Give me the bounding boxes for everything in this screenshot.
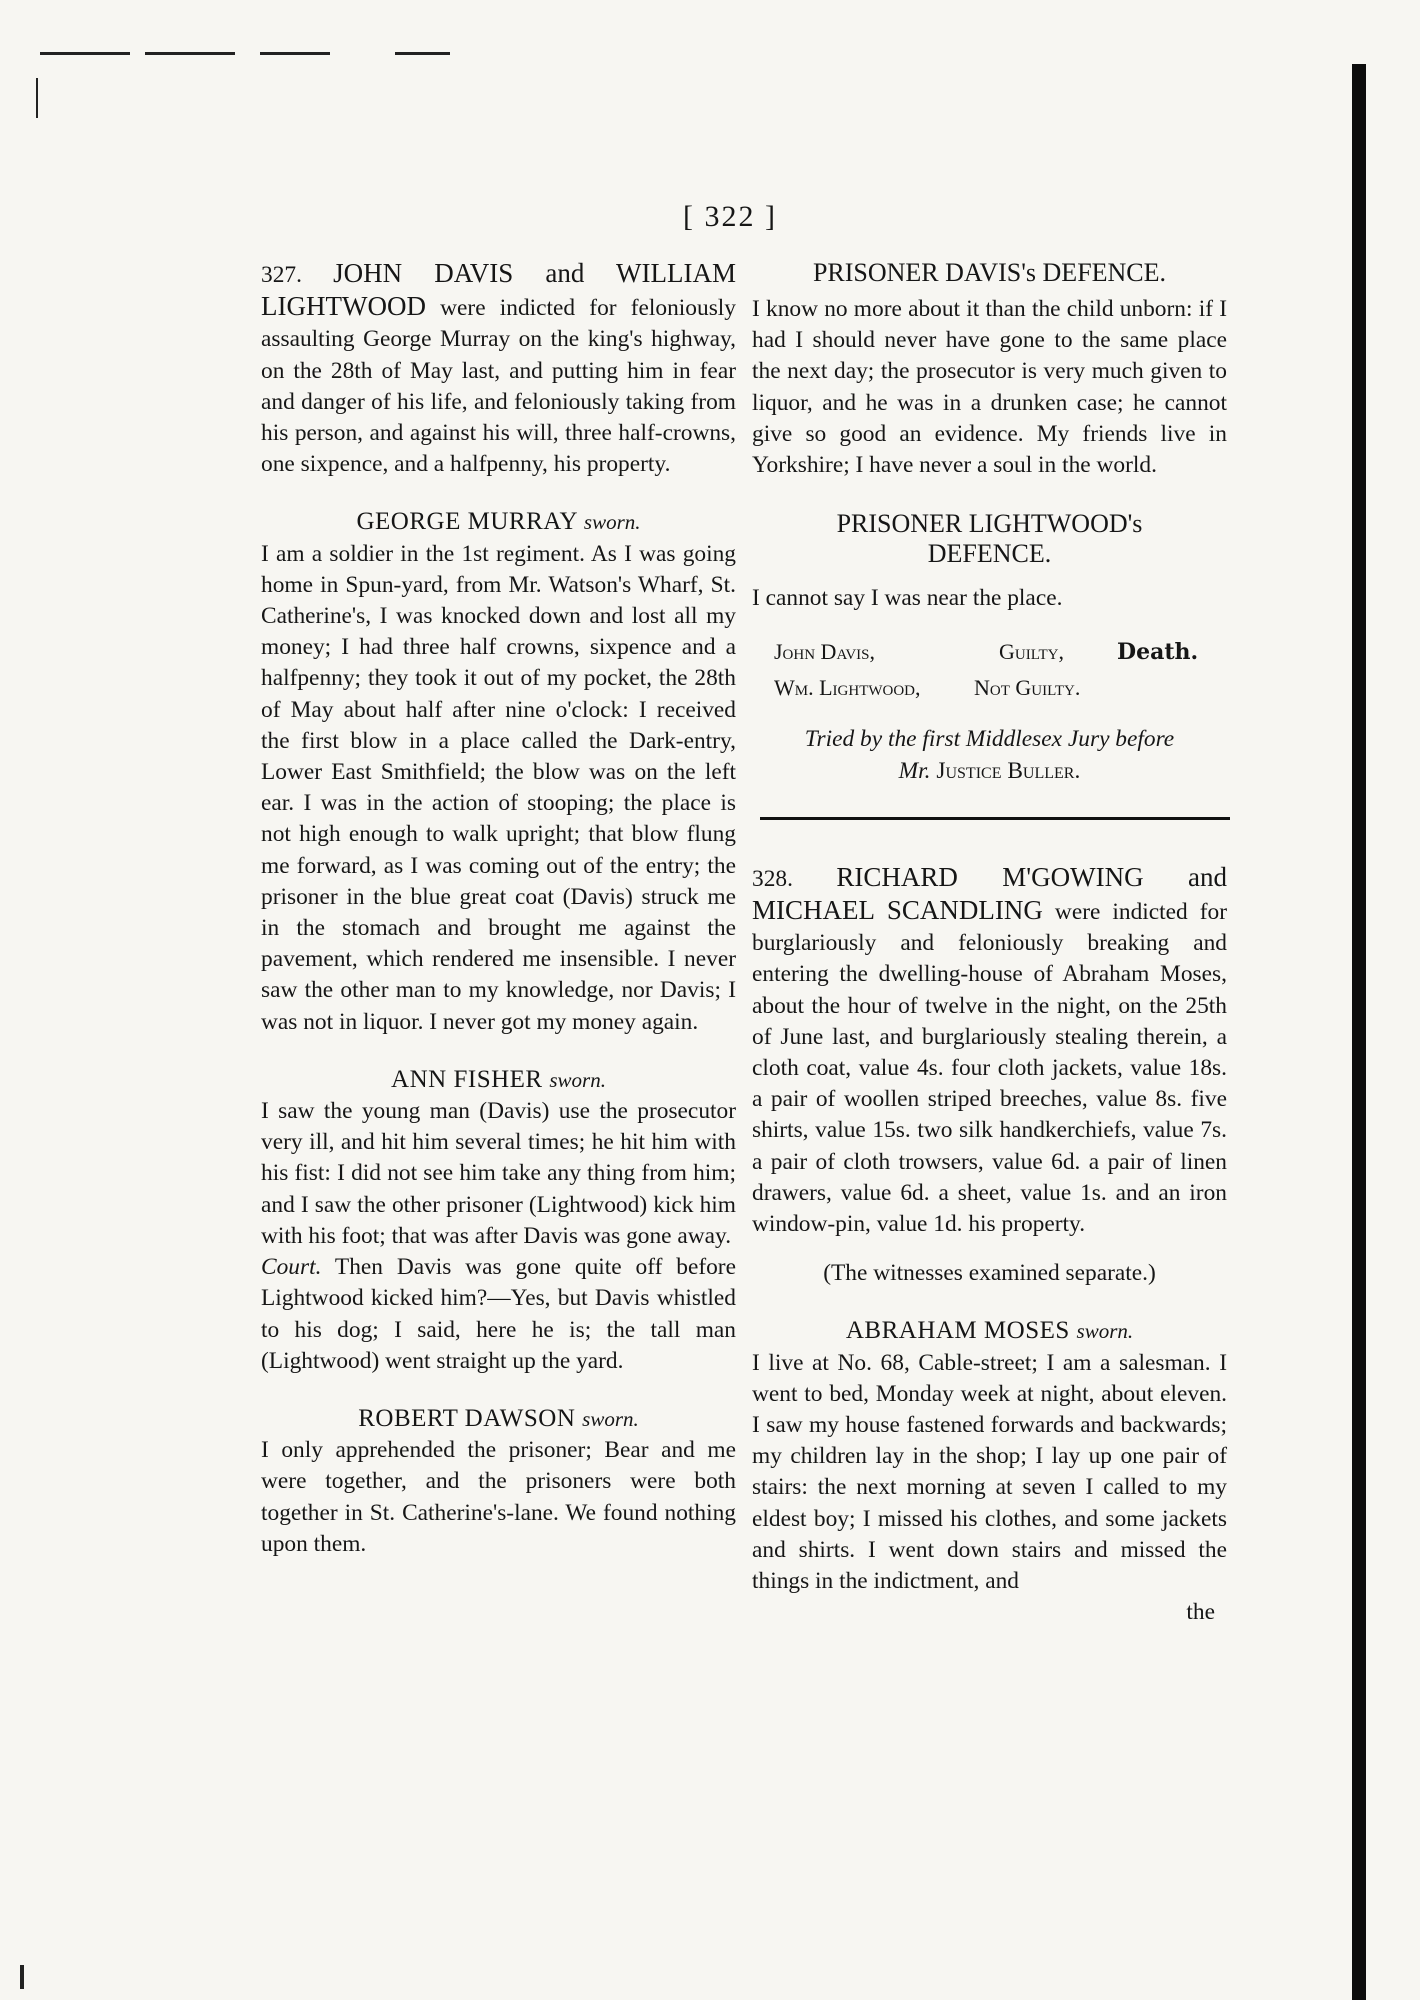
defence-heading-line: DEFENCE.: [927, 539, 1052, 569]
case-327-paragraph: [261, 258, 736, 480]
case-328-text: were indicted for burglariously and feloniously breaking and entering the dwelling-house of Abraham Moses, about the hour of twelve in the night, on the 25th of June last, and burglariously stealing therein, a cloth coat, value 4s. four cloth jackets, value 18s. a pair of woollen striped breeches, value 8s. five shirts, value 15s. two silk handkerchiefs, value 7s. a pair of cloth trowsers, value 6d. a pair of linen drawers, value 6d. a sheet, value 1s. and an iron window-pin, value 1d. his property.: [752, 899, 1227, 1238]
witness-heading-moses: [752, 1315, 1227, 1347]
sworn-label: sworn.: [582, 1406, 639, 1431]
court-question: [261, 1252, 736, 1377]
judge-prefix: Mr.: [898, 757, 931, 784]
defence-heading-lightwood: [752, 509, 1227, 569]
section-divider: [760, 817, 1230, 820]
witness-name: ABRAHAM MOSES: [845, 1317, 1070, 1345]
case-328-paragraph: [752, 862, 1227, 1240]
testimony-murray: I am a soldier in the 1st regiment. As I was going home in Spun-yard, from Mr. Watson's Wharf, St. Catherine's, I was knocked down and lost all my money; I had three half crowns, sixpence and a halfpenny; they took it out of my pocket, the 28th of May about half after nine o'clock: I received the first blow in a place called the Dark-entry, Lower East Smithfield; the blow was on the left ear. I was in the action of stooping; the place is not high enough to walk upright; that blow flung me forward, as I was coming out of the entry; the prisoner in the blue great coat (Davis) struck me in the stomach and brought me against the pavement, which rendered me insensible. I never saw the other man to my knowledge, nor Davis; I was not in liquor. I never got my money again.: [261, 540, 736, 1035]
testimony-moses: I live at No. 68, Cable-street; I am a salesman. I went to bed, Monday week at night, about eleven. I saw my house fastened forwards and backwards; my children lay in the shop; I lay up one pair of stairs: the next morning at seven I called to my eldest boy; I missed his clothes, and some jackets and shirts. I went down stairs and missed the things in the indictment, and: [752, 1349, 1227, 1595]
scan-artifact-left: [36, 78, 38, 118]
scan-artifact-left: [20, 1965, 24, 1989]
witness-heading-fisher: [261, 1064, 736, 1096]
verdict-name: John Davis,: [774, 639, 876, 665]
sworn-label: sworn.: [549, 1067, 606, 1092]
case-327-number: 327.: [261, 262, 302, 288]
testimony-fisher: I saw the young man (Davis) use the prosecutor very ill, and hit him several times; he hit him with his fist: I did not see him take any thing from him; and I saw the other prisoner (Lightwood) kick him with his foot; that was after Davis was gone away.: [261, 1098, 736, 1249]
defence-heading-davis: PRISONER DAVIS's DEFENCE.: [812, 258, 1167, 287]
sworn-label: sworn.: [583, 510, 641, 535]
verdict-name: Wm. Lightwood,: [774, 675, 921, 701]
witness-heading-murray: [261, 506, 736, 538]
verdict-sentence: Death.: [1117, 639, 1199, 666]
page-number: [ 322 ]: [683, 200, 777, 233]
tried-note: [752, 724, 1227, 786]
separate-note: (The witnesses examined separate.): [823, 1260, 1156, 1287]
case-328-defendants: RICHARD M'GOWING and MICHAEL SCANDLING: [752, 861, 1227, 926]
witness-name: GEORGE MURRAY: [356, 508, 578, 536]
court-text: Then Davis was gone quite off before Lightwood kicked him?—Yes, but Davis whistled to his dog; I said, here he is; the tall man (Lightwood) went straight up the yard.: [261, 1254, 736, 1374]
catchword: the: [1186, 1599, 1215, 1626]
court-label: Court.: [261, 1254, 322, 1281]
verdict-block: [752, 634, 1227, 706]
defence-text-davis: I know no more about it than the child unborn: if I had I should never have gone to the same place the next day; the prosecutor is very much given to liquor, and he was in a drunken case; he cannot give so good an evidence. My friends live in Yorkshire; I have never a soul in the world.: [752, 296, 1227, 479]
tried-text: Tried by the first Middlesex Jury before: [804, 726, 1175, 753]
defence-heading-line: PRISONER LIGHTWOOD's: [836, 509, 1143, 539]
scan-artifact-top: [395, 52, 450, 55]
witness-name: ROBERT DAWSON: [358, 1404, 576, 1432]
testimony-dawson: I only apprehended the prisoner; Bear and me were together, and the prisoners were both together in St. Catherine's-lane. We found nothing upon them.: [261, 1437, 736, 1557]
sworn-label: sworn.: [1076, 1319, 1134, 1344]
scan-artifact-top: [145, 52, 235, 55]
case-328-number: 328.: [752, 865, 793, 892]
verdict-row: [752, 634, 1227, 670]
witness-heading-dawson: [261, 1403, 736, 1435]
scan-artifact-top: [40, 52, 130, 55]
case-327-defendants: JOHN DAVIS and WILLIAM LIGHTWOOD: [261, 258, 736, 322]
right-column: [752, 258, 1227, 1629]
witness-name: ANN FISHER: [391, 1065, 543, 1093]
tried-judge-line: [752, 756, 1227, 787]
left-column: [261, 258, 736, 1560]
verdict-result: Not Guilty.: [974, 675, 1081, 701]
case-327-text: were indicted for feloniously assaulting George Murray on the king's highway, on the 28th of May last, and putting him in fear and danger of his life, and feloniously taking from his person, and against his will, three half-crowns, one sixpence, and a halfpenny, his property.: [261, 295, 736, 478]
page-spine: [1352, 64, 1366, 2000]
scan-artifact-top: [260, 52, 330, 55]
verdict-row: [752, 670, 1227, 706]
defence-text-lightwood: I cannot say I was near the place.: [752, 585, 1063, 612]
verdict-result: Guilty,: [999, 639, 1064, 665]
judge-name: Justice Buller.: [936, 757, 1081, 784]
